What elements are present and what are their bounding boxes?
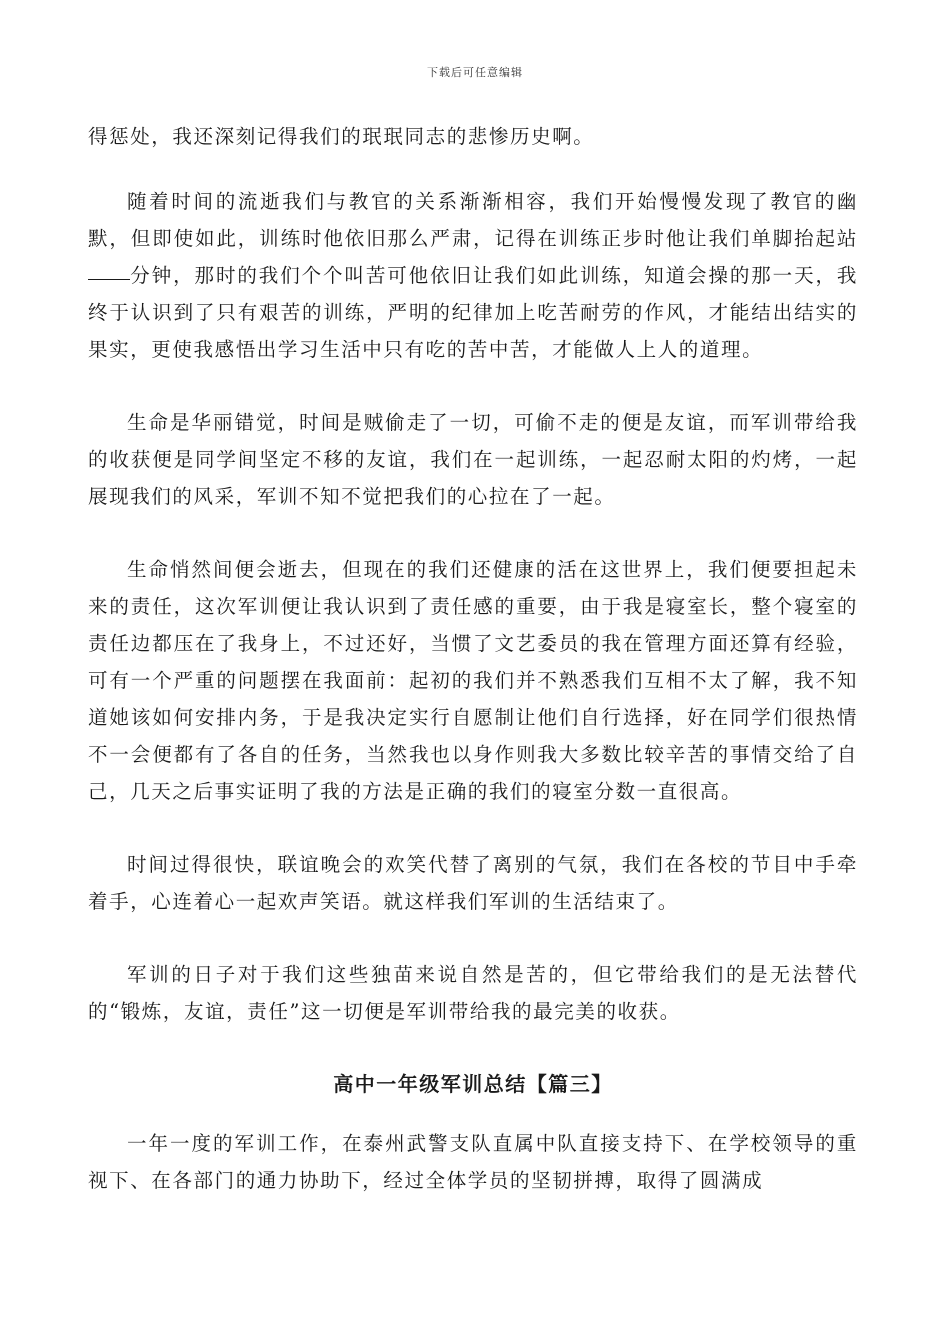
paragraph-continuation: 得惩处，我还深刻记得我们的珉珉同志的悲惨历史啊。 xyxy=(88,125,595,148)
section-heading: 高中一年级军训总结【篇三】 xyxy=(333,1072,613,1096)
paragraph-instructor-part1: 随着时间的流逝我们与教官的关系渐渐相容，我们开始慢慢发现了教官的幽默，但即使如此，训练时他依旧那么严肃，记得在训练正步时他让我们单脚抬起站 xyxy=(88,190,858,250)
document-body xyxy=(88,118,858,1235)
paragraph-conclusion: 军训的日子对于我们这些独苗来说自然是苦的，但它带给我们的是无法替代的“锻炼，友谊，责任”这一切便是军训带给我的最完美的收获。 xyxy=(88,963,858,1023)
paragraph-section-three-intro: 一年一度的军训工作，在泰州武警支队直属中队直接支持下、在学校领导的重视下、在各部门的通力协助下，经过全体学员的坚韧拼搏，取得了圆满成 xyxy=(88,1132,858,1192)
fill-in-blank xyxy=(88,278,130,280)
page-header: 下载后可任意编辑 xyxy=(427,66,523,79)
paragraph-instructor-part2: 分钟，那时的我们个个叫苦可他依旧让我们如此训练，知道会操的那一天，我终于认识到了只有艰苦的训练，严明的纪律加上吃苦耐劳的作风，才能结出结实的果实，更使我感悟出学习生活中只有吃的苦中苦，才能做人上人的道理。 xyxy=(88,264,858,361)
paragraph-instructor xyxy=(88,183,858,368)
paragraph-farewell: 时间过得很快，联谊晚会的欢笑代替了离别的气氛，我们在各校的节目中手牵着手，心连着心一起欢声笑语。就这样我们军训的生活结束了。 xyxy=(88,853,858,913)
paragraph-responsibility: 生命悄然间便会逝去，但现在的我们还健康的活在这世界上，我们便要担起未来的责任，这次军训便让我认识到了责任感的重要，由于我是寝室长，整个寝室的责任边都压在了我身上，不过还好，当惯了文艺委员的我在管理方面还算有经验，可有一个严重的问题摆在我面前：起初的我们并不熟悉我们互相不太了解，我不知道她该如何安排内务，于是我决定实行自愿制让他们自行选择，好在同学们很热情不一会便都有了各自的任务，当然我也以身作则我大多数比较辛苦的事情交给了自己，几天之后事实证明了我的方法是正确的我们的寝室分数一直很高。 xyxy=(88,558,858,803)
paragraph-friendship: 生命是华丽错觉，时间是贼偷走了一切，可偷不走的便是友谊，而军训带给我的收获便是同学间坚定不移的友谊，我们在一起训练，一起忍耐太阳的灼烤，一起展现我们的风采，军训不知不觉把我们的心拉在了一起。 xyxy=(88,411,858,508)
